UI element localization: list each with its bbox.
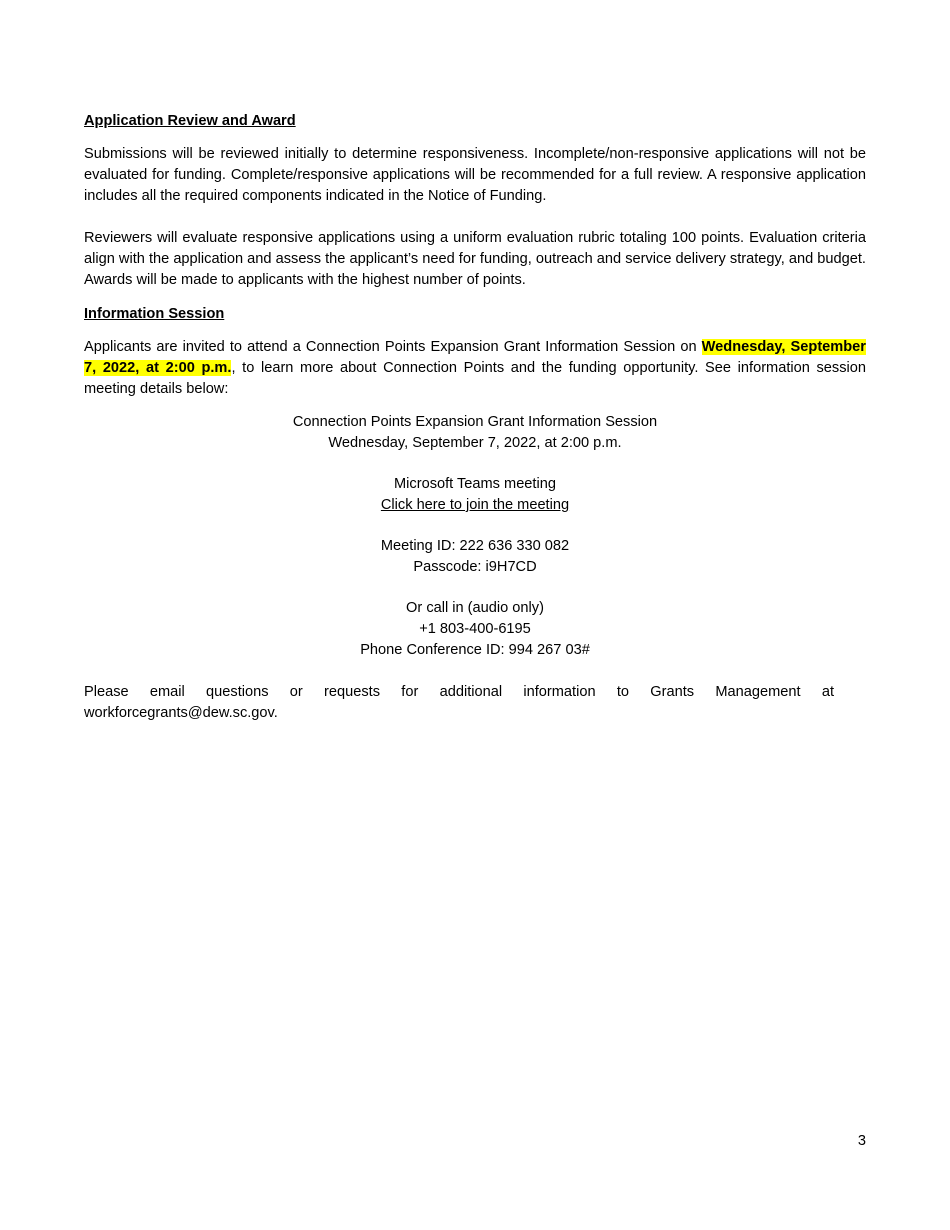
contact-paragraph [84, 682, 834, 724]
conference-id: Phone Conference ID: 994 267 03# [360, 642, 590, 658]
intro-text: Applicants are invited to attend a Connection Points Expansion Grant Information Session on [84, 339, 702, 355]
page-number: 3 [857, 1133, 866, 1149]
meeting-platform: Microsoft Teams meeting [394, 476, 556, 492]
call-in-label: Or call in (audio only) [406, 600, 544, 616]
info-session-paragraph [84, 337, 866, 400]
review-paragraph-1: Submissions will be reviewed initially to determine responsiveness. Incomplete/non-responsive applications will not be evaluated for funding. Complete/responsive applications will be recommended for a full review. A responsive application includes all the required components indicated in the Notice of Funding. [84, 146, 866, 204]
meeting-id: Meeting ID: 222 636 330 082 [380, 538, 570, 554]
meeting-passcode: Passcode: i9H7CD [413, 559, 537, 575]
meeting-datetime: Wednesday, September 7, 2022, at 2:00 p.m. [328, 435, 622, 451]
contact-text: Please email questions or requests for additional information to Grants Management at [84, 684, 834, 700]
review-paragraph-2: Reviewers will evaluate responsive applications using a uniform evaluation rubric totaling 100 points. Evaluation criteria align with the application and assess the applicant’s need for funding, outreach and service delivery strategy, and budget. Awards will be made to applicants with the highest number of points. [84, 230, 866, 288]
section-heading-review: Application Review and Award [84, 113, 296, 129]
meeting-details [84, 412, 866, 661]
document-page [84, 110, 866, 724]
join-meeting-link[interactable]: Click here to join the meeting [380, 497, 570, 513]
contact-email: workforcegrants@dew.sc.gov. [84, 705, 278, 721]
call-in-phone: +1 803-400-6195 [419, 621, 531, 637]
section-heading-info-session: Information Session [84, 306, 225, 322]
highlighted-date: Wednesday, September 7, 2022, at 2:00 p.m. [84, 339, 866, 376]
meeting-title: Connection Points Expansion Grant Information Session [292, 414, 658, 430]
intro-text-end: , to learn more about Connection Points and the funding opportunity. See information session meeting details below: [84, 360, 866, 397]
